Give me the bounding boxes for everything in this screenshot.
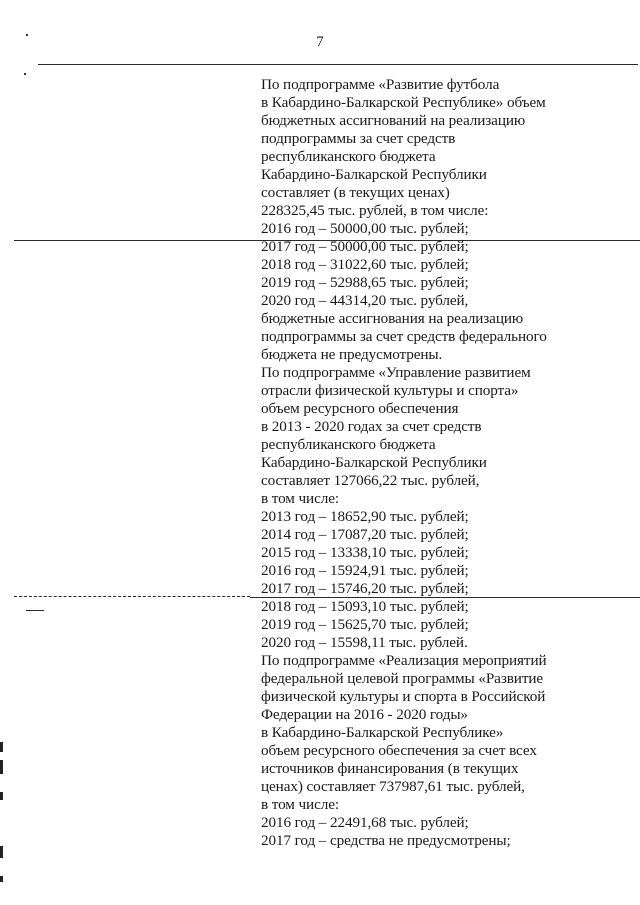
text-line: Кабардино-Балкарской Республики xyxy=(261,454,487,471)
text-line: По подпрограмме «Управление развитием xyxy=(261,364,531,381)
text-line: По подпрограмме «Реализация мероприятий xyxy=(261,652,547,669)
text-line: физической культуры и спорта в Российской xyxy=(261,688,546,705)
text-line: 2018 год – 15093,10 тыс. рублей; xyxy=(261,598,469,615)
text-line: 2018 год – 31022,60 тыс. рублей; xyxy=(261,256,469,273)
text-line: 2017 год – средства не предусмотрены; xyxy=(261,832,511,849)
text-line: ценах) составляет 737987,61 тыс. рублей, xyxy=(261,778,525,795)
text-line: республиканского бюджета xyxy=(261,436,436,453)
margin-mark-4 xyxy=(0,846,3,858)
text-line: 2019 год – 15625,70 тыс. рублей; xyxy=(261,616,469,633)
text-line: объем ресурсного обеспечения за счет всех xyxy=(261,742,537,759)
text-line: 2015 год – 13338,10 тыс. рублей; xyxy=(261,544,469,561)
text-line: в 2013 - 2020 годах за счет средств xyxy=(261,418,482,435)
text-line: 228325,45 тыс. рублей, в том числе: xyxy=(261,202,489,219)
margin-mark-3 xyxy=(0,792,3,800)
text-line: в том числе: xyxy=(261,796,339,813)
text-line: бюджетные ассигнования на реализацию xyxy=(261,310,524,327)
text-line: составляет (в текущих ценах) xyxy=(261,184,450,201)
text-line: 2016 год – 22491,68 тыс. рублей; xyxy=(261,814,469,831)
text-line: 2017 год – 15746,20 тыс. рублей; xyxy=(261,580,469,597)
text-line: 2020 год – 44314,20 тыс. рублей, xyxy=(261,292,469,309)
text-line: 2016 год – 50000,00 тыс. рублей; xyxy=(261,220,469,237)
text-line: федеральной целевой программы «Развитие xyxy=(261,670,544,687)
text-line: 2013 год – 18652,90 тыс. рублей; xyxy=(261,508,469,525)
text-line: Кабардино-Балкарской Республики xyxy=(261,166,487,183)
margin-mark-5 xyxy=(0,876,3,882)
text-line: 2017 год – 50000,00 тыс. рублей; xyxy=(261,238,469,255)
text-line: отрасли физической культуры и спорта» xyxy=(261,382,519,399)
text-line: в Кабардино-Балкарской Республике» объем xyxy=(261,94,546,111)
text-line: в Кабардино-Балкарской Республике» xyxy=(261,724,504,741)
margin-mark-1 xyxy=(0,742,3,752)
text-line: составляет 127066,22 тыс. рублей, xyxy=(261,472,480,489)
text-line: 2020 год – 15598,11 тыс. рублей. xyxy=(261,634,468,651)
table-rule-top xyxy=(38,64,638,65)
text-line: объем ресурсного обеспечения xyxy=(261,400,459,417)
text-line: подпрограммы за счет средств федерального xyxy=(261,328,547,345)
text-line: 2019 год – 52988,65 тыс. рублей; xyxy=(261,274,469,291)
text-line: 2016 год – 15924,91 тыс. рублей; xyxy=(261,562,469,579)
text-line: Федерации на 2016 - 2020 годы» xyxy=(261,706,468,723)
text-line: в том числе: xyxy=(261,490,339,507)
text-line: По подпрограмме «Развитие футбола xyxy=(261,76,500,93)
text-line: 2014 год – 17087,20 тыс. рублей; xyxy=(261,526,469,543)
scan-speck-left xyxy=(24,73,26,75)
page-number: 7 xyxy=(316,34,324,50)
table-rule-lower-left xyxy=(14,596,250,597)
text-line: источников финансирования (в текущих xyxy=(261,760,519,777)
text-line: бюджета не предусмотрены. xyxy=(261,346,443,363)
table-rule-lower-stub xyxy=(26,610,44,611)
text-line: подпрограммы за счет средств xyxy=(261,130,456,147)
text-line: бюджетных ассигнований на реализацию xyxy=(261,112,526,129)
text-line: республиканского бюджета xyxy=(261,148,436,165)
margin-mark-2 xyxy=(0,760,3,774)
scan-speck-top xyxy=(26,34,28,36)
financing-text xyxy=(261,76,633,850)
